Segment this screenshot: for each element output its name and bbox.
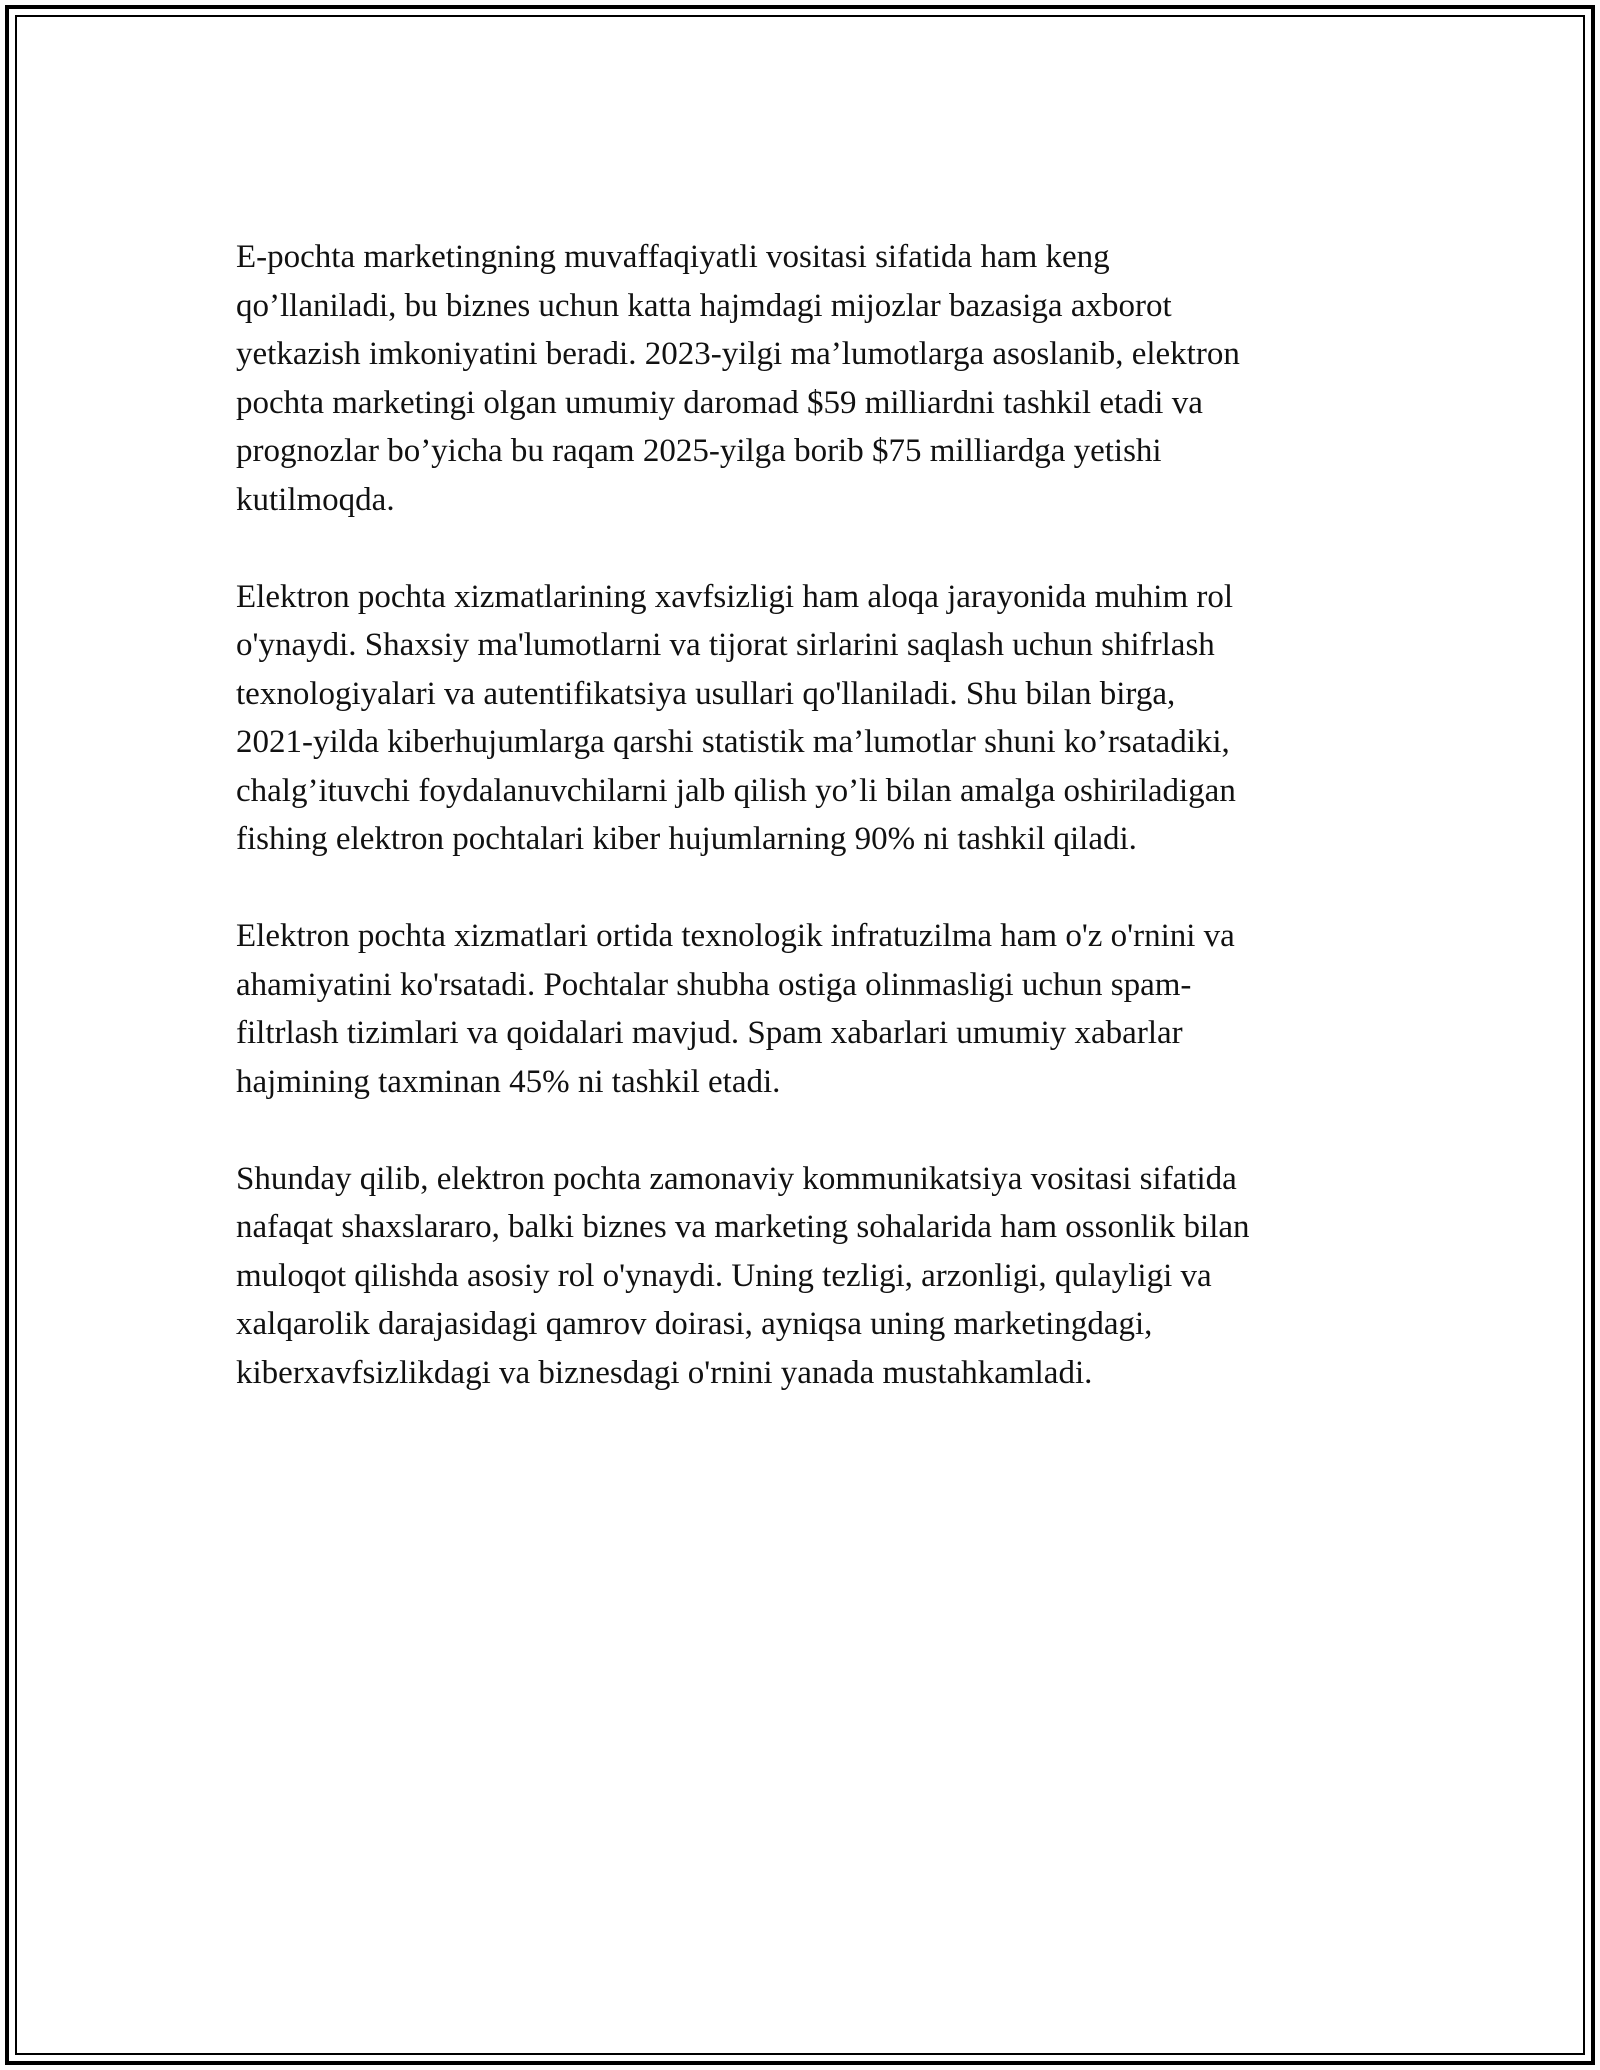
text-line: hajmining taxminan 45% ni tashkil etadi. bbox=[236, 1063, 781, 1100]
text-line: Elektron pochta xizmatlarining xavfsizligi ham aloqa jarayonida muhim rol bbox=[236, 578, 1234, 615]
text-line: chalg’ituvchi foydalanuvchilarni jalb qilish yo’li bilan amalga oshiriladigan bbox=[236, 772, 1236, 809]
text-line: qo’llaniladi, bu biznes uchun katta hajmdagi mijozlar bazasiga axborot bbox=[236, 287, 1172, 324]
text-line: yetkazish imkoniyatini beradi. 2023-yilgi ma’lumotlarga asoslanib, elektron bbox=[236, 336, 1240, 372]
text-line: texnologiyalari va autentifikatsiya usullari qo'llaniladi. Shu bilan birga, bbox=[236, 675, 1176, 712]
text-line: pochta marketingi olgan umumiy daromad $59 milliardni tashkil etadi va bbox=[236, 384, 1203, 421]
text-line: Elektron pochta xizmatlari ortida texnologik infratuzilma ham o'z o'rnini va bbox=[236, 918, 1235, 954]
text-line: fishing elektron pochtalari kiber hujumlarning 90% ni tashkil qiladi. bbox=[236, 821, 1137, 857]
text-line: nafaqat shaxslararo, balki biznes va marketing sohalarida ham ossonlik bilan bbox=[236, 1209, 1250, 1245]
paragraph-infrastructure bbox=[236, 912, 1396, 1106]
text-line: filtrlash tizimlari va qoidalari mavjud. Spam xabarlari umumiy xabarlar bbox=[236, 1015, 1183, 1051]
paragraph-email-marketing bbox=[236, 233, 1396, 524]
text-line: kutilmoqda. bbox=[236, 481, 395, 518]
document-body bbox=[236, 233, 1396, 1446]
text-line: 2021-yilda kiberhujumlarga qarshi statistik ma’lumotlar shuni ko’rsatadiki, bbox=[236, 724, 1230, 760]
text-line: ahamiyatini ko'rsatadi. Pochtalar shubha ostiga olinmasligi uchun spam- bbox=[236, 966, 1192, 1003]
text-line: muloqot qilishda asosiy rol o'ynaydi. Uning tezligi, arzonligi, qulayligi va bbox=[236, 1257, 1212, 1294]
text-line: xalqarolik darajasidagi qamrov doirasi, ayniqsa uning marketingdagi, bbox=[236, 1306, 1153, 1342]
text-line: Shunday qilib, elektron pochta zamonaviy kommunikatsiya vositasi sifatida bbox=[236, 1160, 1237, 1197]
text-line: o'ynaydi. Shaxsiy ma'lumotlarni va tijorat sirlarini saqlash uchun shifrlash bbox=[236, 627, 1215, 663]
paragraph-email-security bbox=[236, 573, 1396, 864]
paragraph-conclusion bbox=[236, 1155, 1396, 1398]
text-line: E-pochta marketingning muvaffaqiyatli vositasi sifatida ham keng bbox=[236, 239, 1110, 275]
text-line: kiberxavfsizlikdagi va biznesdagi o'rnini yanada mustahkamladi. bbox=[236, 1354, 1093, 1391]
text-line: prognozlar bo’yicha bu raqam 2025-yilga borib $75 milliardga yetishi bbox=[236, 433, 1162, 469]
